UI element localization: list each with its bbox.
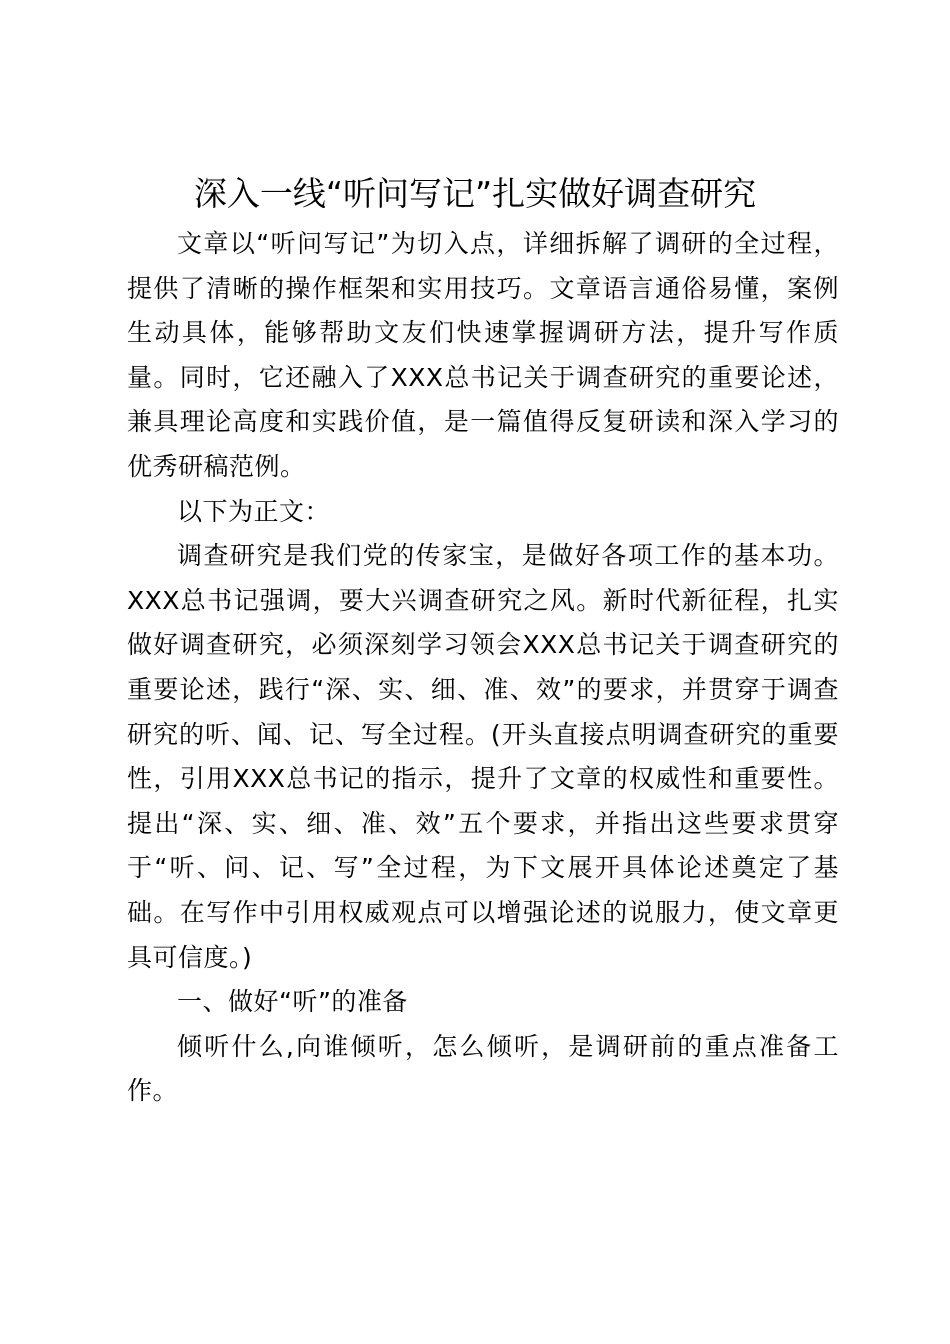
section-paragraph: 倾听什么,向谁倾听，怎么倾听，是调研前的重点准备工作。 [127, 1031, 839, 1106]
document-body [127, 222, 839, 1114]
section-heading: 一、做好“听”的准备 [177, 987, 408, 1017]
main-text-label: 以下为正文： [177, 496, 331, 526]
document-title: 深入一线“听问写记”扎实做好调查研究 [193, 174, 757, 213]
intro-paragraph: 文章以“听问写记”为切入点，详细拆解了调研的全过程，提供了清晰的操作框架和实用技巧。文章语言通俗易懂，案例生动具体，能够帮助文友们快速掌握调研方法，提升写作质量。同时，它还融入了XXX总书记关于调查研究的重要论述，兼具理论高度和实践价值，是一篇值得反复研读和深入学习的优秀研稿范例。 [127, 229, 839, 481]
opening-paragraph: 调查研究是我们党的传家宝，是做好各项工作的基本功。XXX总书记强调，要大兴调查研究之风。新时代新征程，扎实做好调查研究，必须深刻学习领会XXX总书记关于调查研究的重要论述，践行“深、实、细、准、效”的要求，并贯穿于调查研究的听、闻、记、写全过程。(开头直接点明调查研究的重要性，引用XXX总书记的指示，提升了文章的权威性和重要性。提出“深、实、细、准、效”五个要求，并指出这些要求贯穿于“听、问、记、写”全过程，为下文展开具体论述奠定了基础。在写作中引用权威观点可以增强论述的说服力，使文章更具可信度。) [127, 541, 839, 972]
